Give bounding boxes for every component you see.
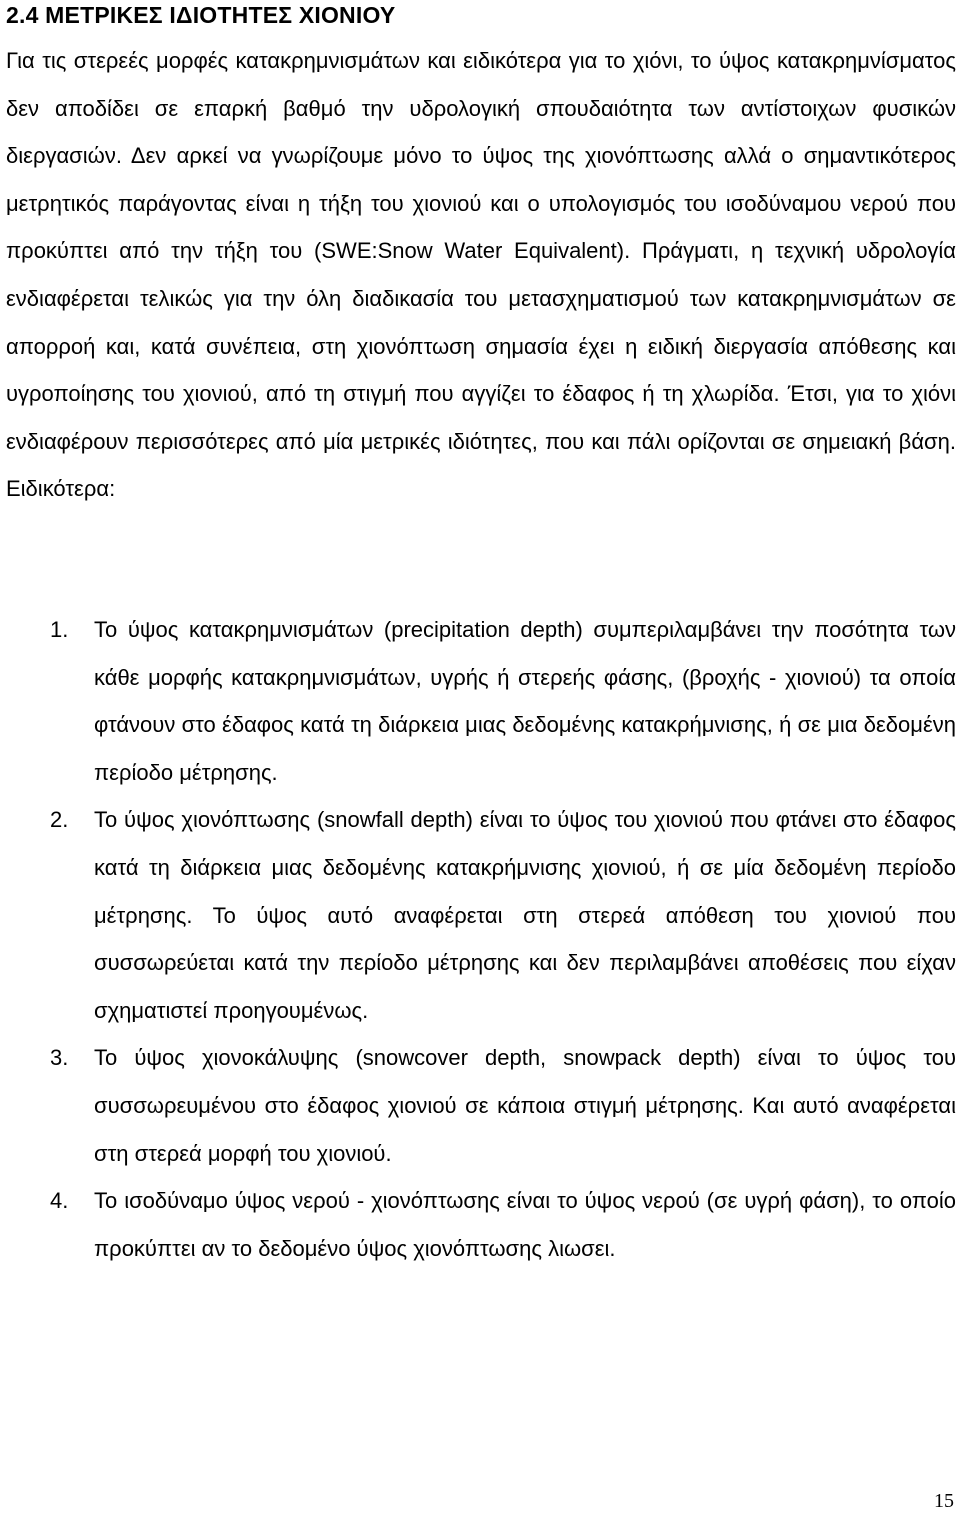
list-item-number: 1.: [50, 617, 69, 642]
page-number: 15: [934, 1490, 954, 1512]
list-item-text: Το ύψος κατακρημνισμάτων (precipitation depth) συμπεριλαμβάνει την ποσότητα των κάθε μορφής κατακρημνισμάτων, υγρής ή στερεής φάσης, (βροχής - χιονιού) τα οποία φτάνουν στο έδαφος κατά τη διάρκεια μιας δεδομένης κατακρήμνισης, ή σε μια δεδομένη περίοδο μέτρησης.: [94, 617, 956, 785]
list-item: [0, 606, 956, 796]
list-item-text: Το ύψος χιονοκάλυψης (snowcover depth, snowpack depth) είναι το ύψος του συσσωρευμένου στο έδαφος χιονιού σε κάποια στιγμή μέτρησης. Και αυτό αναφέρεται στη στερεά μορφή του χιονιού.: [94, 1045, 956, 1166]
metrics-list: [0, 606, 956, 1272]
list-item-number: 2.: [50, 807, 69, 833]
list-item: [0, 1034, 956, 1177]
list-item: [0, 1177, 956, 1272]
list-item: [0, 796, 956, 1034]
list-item-text: Το ισοδύναμο ύψος νερού - χιονόπτωσης είναι το ύψος νερού (σε υγρή φάση), το οποίο προκύπτει αν το δεδομένο ύψος χιονόπτωσης λιωσει.: [94, 1188, 956, 1261]
list-item-text: Το ύψος χιονόπτωσης (snowfall depth) είναι το ύψος του χιονιού που φτάνει στο έδαφος κατά τη διάρκεια μιας δεδομένης κατακρήμνισης χιονιού, ή σε μία δεδομένη περίοδο μέτρησης. Το ύψος αυτό αναφέρεται στη στερεά απόθεση του χιονιού που συσσωρεύεται κατά την περίοδο μέτρησης και δεν περιλαμβάνει αποθέσεις που είχαν σχηματιστεί προηγουμένως.: [94, 807, 956, 1023]
intro-paragraph: Για τις στερεές μορφές κατακρημνισμάτων και ειδικότερα για το χιόνι, το ύψος κατακρημνίσματος δεν αποδίδει σε επαρκή βαθμό την υδρολογική σπουδαιότητα των αντίστοιχων φυσικών διεργασιών. Δεν αρκεί να γνωρίζουμε μόνο το ύψος της χιονόπτωσης αλλά ο σημαντικότερος μετρητικός παράγοντας είναι η τήξη του χιονιού και ο υπολογισμός του ισοδύναμου νερού που προκύπτει από την τήξη του (SWE:Snow Water Equivalent). Πράγματι, η τεχνική υδρολογία ενδιαφέρεται τελικώς για την όλη διαδικασία του μετασχηματισμού των κατακρημνισμάτων σε απορροή και, κατά συνέπεια, στη χιονόπτωση σημασία έχει η ειδική διεργασία απόθεσης και υγροποίησης του χιονιού, από τη στιγμή που αγγίζει το έδαφος ή τη χλωρίδα. Έτσι, για το χιόνι ενδιαφέρουν περισσότερες από μία μετρικές ιδιότητες, που και πάλι ορίζονται σε σημειακή βάση. Ειδικότερα:: [6, 48, 956, 502]
section-heading: 2.4 ΜΕΤΡΙΚΕΣ ΙΔΙΟΤΗΤΕΣ ΧΙΟΝΙΟΥ: [6, 2, 396, 28]
list-item-number: 3.: [50, 1045, 69, 1071]
list-item-number: 4.: [50, 1188, 69, 1214]
